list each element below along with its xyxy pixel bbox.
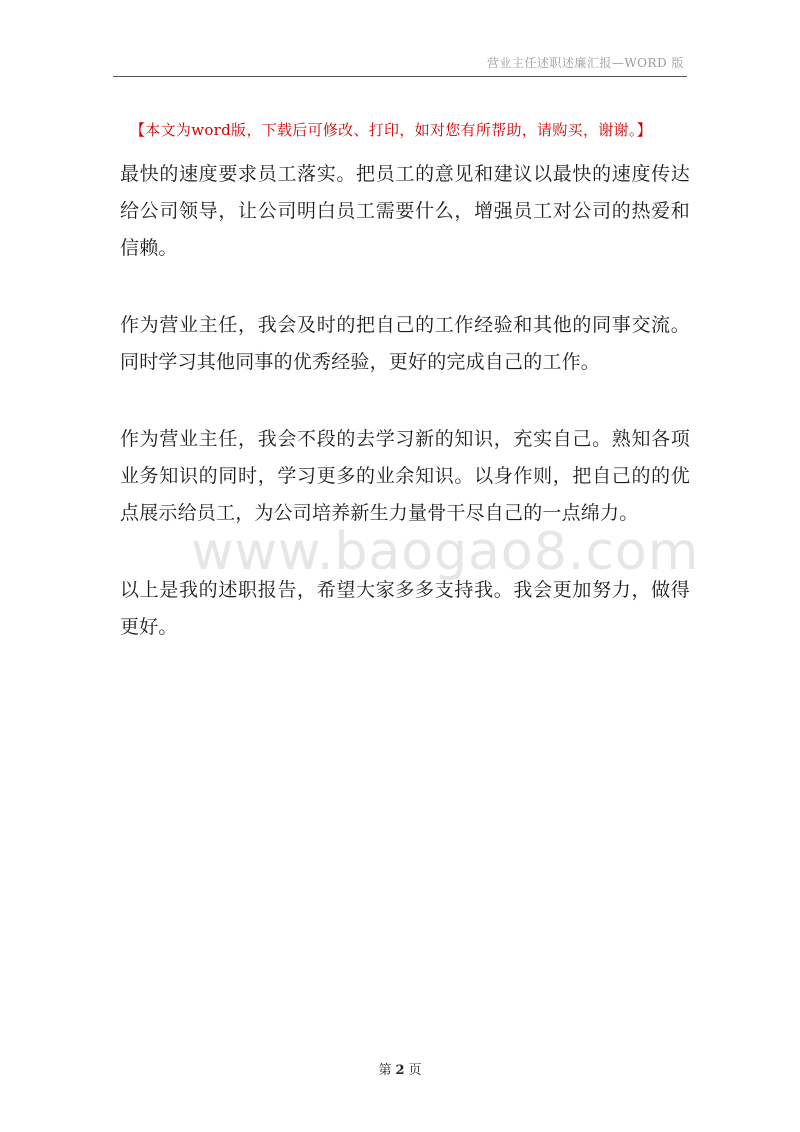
paragraph-4: 以上是我的述职报告，希望大家多多支持我。我会更加努力，做得更好。 [120,579,690,638]
footer-prefix: 第 [378,1063,392,1078]
watermark: www.baogao8.com [191,522,700,582]
page-header: 营业主任述职述廉汇报—WORD 版 [486,56,684,70]
paragraph-1: 最快的速度要求员工落实。把员工的意见和建议以最快的速度传达给公司领导，让公司明白员工需要什么，增强员工对公司的热爱和信赖。 [120,163,690,259]
header-divider [113,76,687,77]
page-number: 2 [395,1063,405,1078]
footer-suffix: 页 [408,1063,422,1078]
paragraph-3: 作为营业主任，我会不段的去学习新的知识，充实自己。熟知各项业务知识的同时，学习更多的业余知识。以身作则，把自己的的优点展示给员工，为公司培养新生力量骨干尽自己的一点绵力。 [120,428,690,524]
page-footer [0,1059,800,1078]
purchase-notice: 【本文为word版，下载后可修改、打印，如对您有所帮助，请购买，谢谢。】 [130,121,652,139]
paragraph-2: 作为营业主任，我会及时的把自己的工作经验和其他的同事交流。同时学习其他同事的优秀经验，更好的完成自己的工作。 [120,314,690,373]
document-body [120,156,690,686]
